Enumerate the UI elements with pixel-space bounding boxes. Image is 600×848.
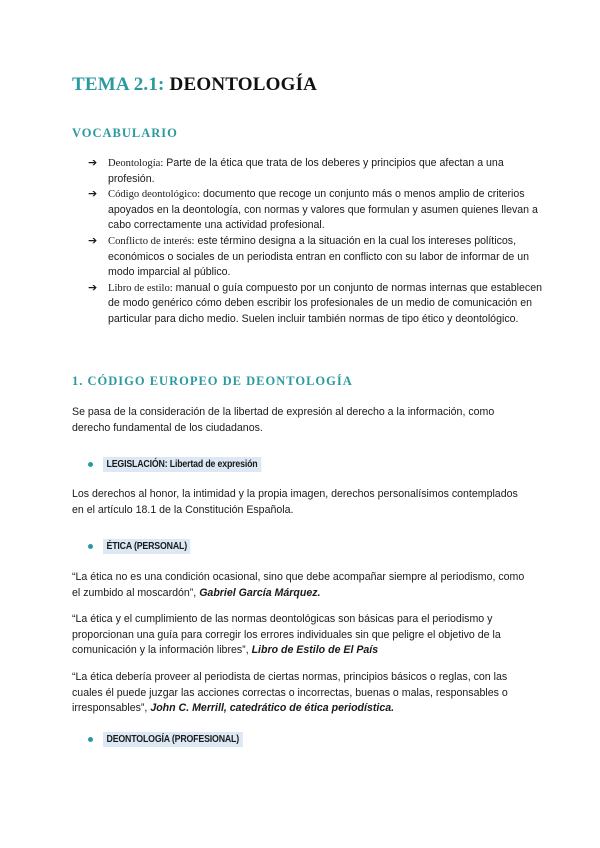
arrow-icon: ➔ bbox=[88, 234, 98, 247]
bullet-legislacion bbox=[88, 455, 283, 473]
quote-citation: Libro de Estilo de El País bbox=[251, 644, 379, 657]
vocabulary-list bbox=[88, 156, 548, 328]
vocabulary-heading: VOCABULARIO bbox=[72, 126, 178, 140]
quote-text: “La ética y el cumplimiento de las normas deontológicas son básicas para el periodismo y proporcionan una guía para corregir los errores individuales sin que peligre el objetivo de la comunicación y la información libres”, bbox=[72, 613, 501, 657]
quote-text: “La ética debería proveer al periodista de ciertas normas, principios básicos o reglas, con las cuales él puede juzgar las acciones correctas o incorrectas, buenas o malas, responsables o irresponsables”, bbox=[72, 671, 508, 715]
definition: manual o guía compuesto por un conjunto de normas internas que establecen de modo genérico cómo deben escribir los profesionales de un medio de comunicación en particular para dicho medio. Suelen incluir también normas de tipo ético y deontológico. bbox=[108, 281, 542, 325]
section1-heading: 1. CÓDIGO EUROPEO DE DEONTOLOGÍA bbox=[72, 374, 353, 388]
term: Libro de estilo: bbox=[108, 282, 173, 294]
quote-garcia-marquez bbox=[72, 570, 532, 601]
quote-citation: John C. Merrill, catedrático de ética periodística. bbox=[150, 702, 395, 715]
bullet-label: DEONTOLOGÍA (PROFESIONAL) bbox=[103, 732, 243, 747]
quote-citation: Gabriel García Márquez. bbox=[199, 586, 321, 599]
list-item bbox=[88, 281, 548, 328]
arrow-icon: ➔ bbox=[88, 281, 98, 294]
list-item bbox=[88, 187, 548, 234]
bullet-dot-icon bbox=[88, 544, 93, 549]
bullet-label: ÉTICA (PERSONAL) bbox=[103, 539, 191, 554]
term: Deontología: bbox=[108, 158, 164, 169]
definition: documento que recoge un conjunto más o menos amplio de criterios apoyados en la deontología, con normas y valores que formulan y asumen quienes llevan a cabo correctamente una actividad profesional. bbox=[108, 188, 538, 232]
list-item bbox=[88, 156, 548, 187]
bullet-etica bbox=[88, 537, 202, 555]
quote-libro-estilo bbox=[72, 612, 532, 659]
page-title bbox=[72, 74, 317, 96]
bullet-deontologia bbox=[88, 730, 262, 748]
bullet-dot-icon bbox=[88, 462, 93, 467]
quote-merrill bbox=[72, 670, 532, 717]
bullet-dot-icon bbox=[88, 737, 93, 742]
definition: este término designa a la situación en la cual los intereses políticos, económicos o sociales de un periodista entran en conflicto con su labor de informar de un modo imparcial al público. bbox=[108, 234, 530, 279]
section1-intro: Se pasa de la consideración de la libertad de expresión al derecho a la información, como derecho fundamental de los ciudadanos. bbox=[72, 406, 495, 434]
bullet-label: LEGISLACIÓN: Libertad de expresión bbox=[103, 457, 261, 472]
quote-text: “La ética no es una condición ocasional, sino que debe acompañar siempre al periodismo, como el zumbido al moscardón”, bbox=[72, 571, 525, 599]
legislacion-text: Los derechos al honor, la intimidad y la propia imagen, derechos personalísimos contemplados en el artículo 18.1 de la Constitución Española. bbox=[72, 488, 518, 516]
arrow-icon: ➔ bbox=[88, 157, 98, 169]
list-item bbox=[88, 234, 548, 281]
term: Código deontológico: bbox=[108, 189, 201, 201]
arrow-icon: ➔ bbox=[88, 188, 98, 201]
definition: Parte de la ética que trata de los deberes y principios que afectan a una profesión. bbox=[108, 157, 504, 185]
title-word: DEONTOLOGÍA bbox=[169, 74, 318, 95]
term: Conflicto de interés: bbox=[108, 235, 195, 247]
title-number: TEMA 2.1: bbox=[72, 74, 165, 95]
